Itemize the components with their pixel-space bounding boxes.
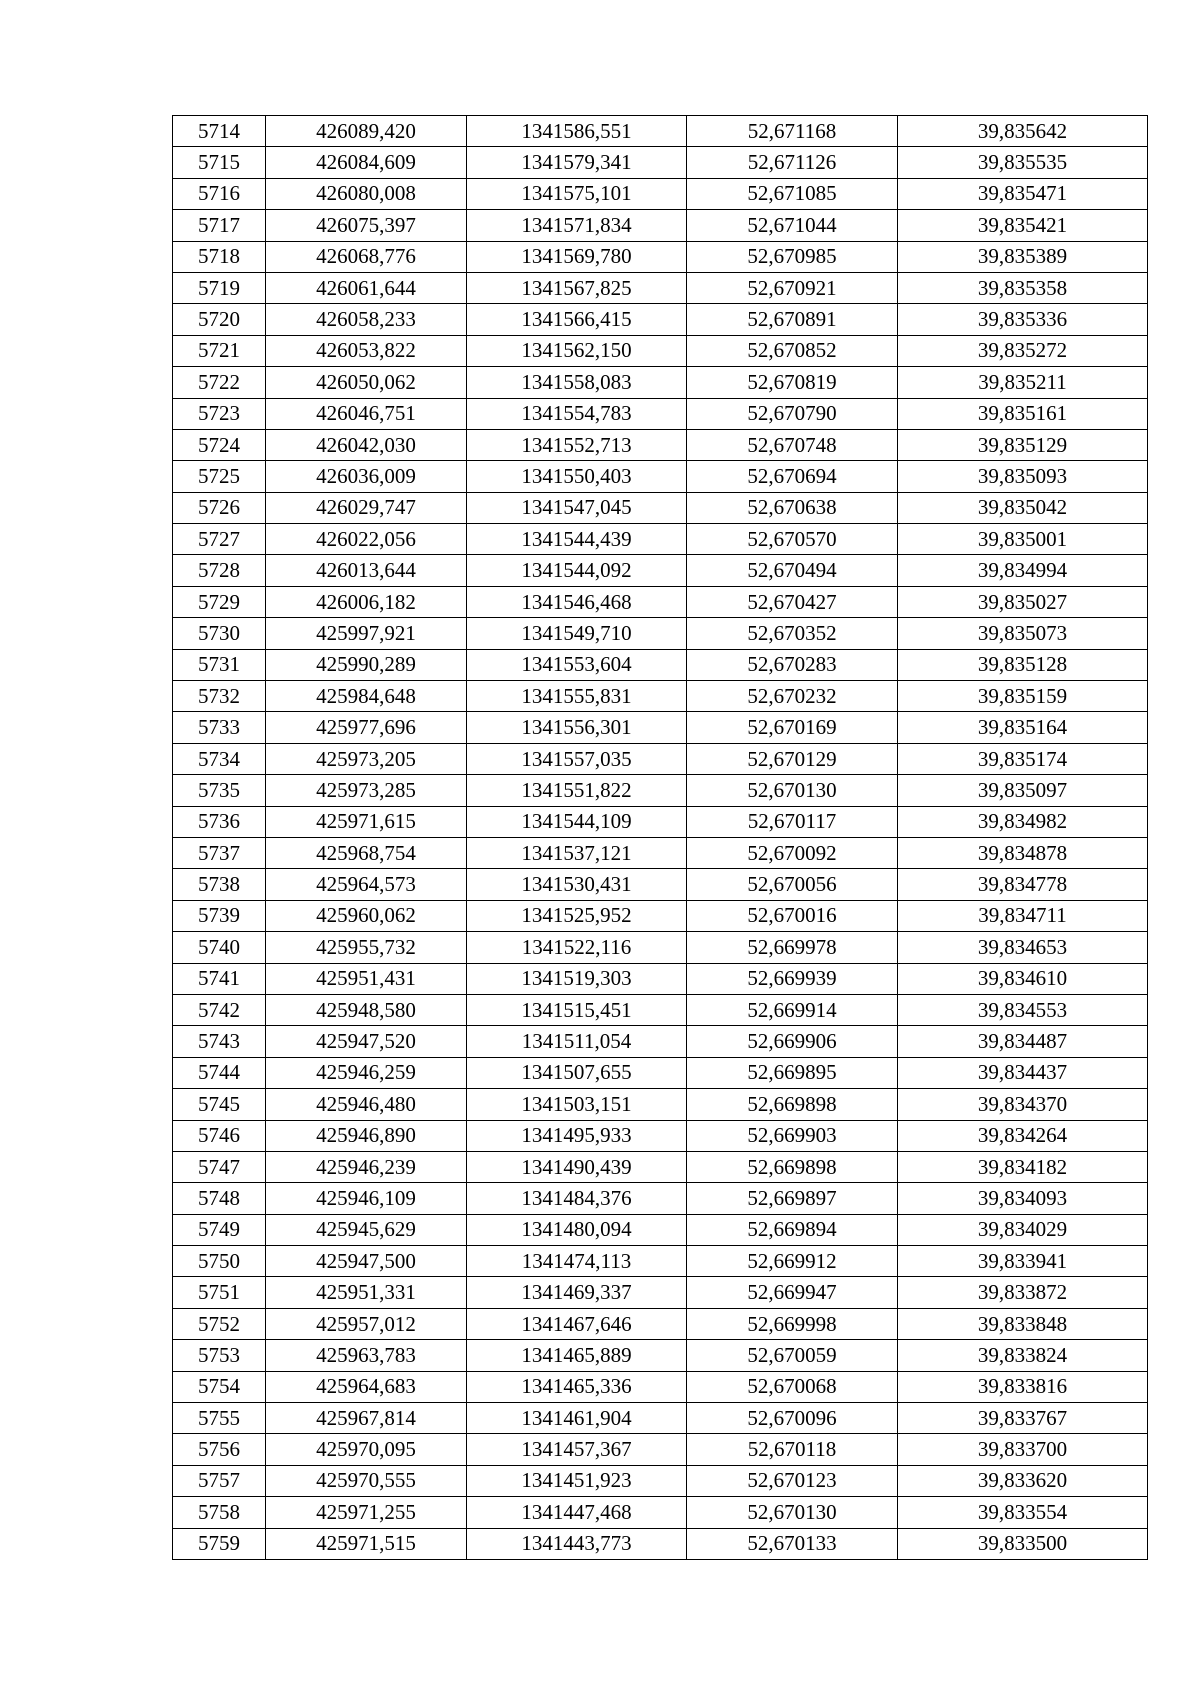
point-number-cell: 5742: [173, 994, 266, 1025]
latitude-cell: 52,670016: [687, 900, 898, 931]
x-coordinate-cell: 426042,030: [266, 429, 467, 460]
latitude-cell: 52,670133: [687, 1528, 898, 1559]
y-coordinate-cell: 1341549,710: [467, 618, 687, 649]
coordinate-table-body: [173, 116, 1148, 1560]
table-row: [173, 837, 1148, 868]
y-coordinate-cell: 1341467,646: [467, 1308, 687, 1339]
table-row: [173, 1465, 1148, 1496]
y-coordinate-cell: 1341546,468: [467, 586, 687, 617]
longitude-cell: 39,833700: [898, 1434, 1148, 1465]
longitude-cell: 39,833872: [898, 1277, 1148, 1308]
point-number-cell: 5743: [173, 1026, 266, 1057]
table-row: [173, 178, 1148, 209]
point-number-cell: 5727: [173, 524, 266, 555]
point-number-cell: 5714: [173, 116, 266, 147]
y-coordinate-cell: 1341474,113: [467, 1246, 687, 1277]
x-coordinate-cell: 426075,397: [266, 210, 467, 241]
table-row: [173, 1340, 1148, 1371]
point-number-cell: 5718: [173, 241, 266, 272]
latitude-cell: 52,670092: [687, 837, 898, 868]
x-coordinate-cell: 426046,751: [266, 398, 467, 429]
y-coordinate-cell: 1341586,551: [467, 116, 687, 147]
latitude-cell: 52,670118: [687, 1434, 898, 1465]
y-coordinate-cell: 1341465,336: [467, 1371, 687, 1402]
latitude-cell: 52,670352: [687, 618, 898, 649]
x-coordinate-cell: 425948,580: [266, 994, 467, 1025]
x-coordinate-cell: 425997,921: [266, 618, 467, 649]
coordinate-table: [172, 115, 1148, 1560]
longitude-cell: 39,835042: [898, 492, 1148, 523]
y-coordinate-cell: 1341566,415: [467, 304, 687, 335]
x-coordinate-cell: 425960,062: [266, 900, 467, 931]
longitude-cell: 39,835161: [898, 398, 1148, 429]
table-row: [173, 147, 1148, 178]
longitude-cell: 39,835001: [898, 524, 1148, 555]
x-coordinate-cell: 425946,109: [266, 1183, 467, 1214]
longitude-cell: 39,835272: [898, 335, 1148, 366]
longitude-cell: 39,834553: [898, 994, 1148, 1025]
y-coordinate-cell: 1341465,889: [467, 1340, 687, 1371]
latitude-cell: 52,670819: [687, 367, 898, 398]
x-coordinate-cell: 426068,776: [266, 241, 467, 272]
point-number-cell: 5734: [173, 743, 266, 774]
table-row: [173, 869, 1148, 900]
point-number-cell: 5738: [173, 869, 266, 900]
y-coordinate-cell: 1341571,834: [467, 210, 687, 241]
point-number-cell: 5756: [173, 1434, 266, 1465]
y-coordinate-cell: 1341480,094: [467, 1214, 687, 1245]
table-row: [173, 1371, 1148, 1402]
table-row: [173, 681, 1148, 712]
latitude-cell: 52,670985: [687, 241, 898, 272]
x-coordinate-cell: 425984,648: [266, 681, 467, 712]
point-number-cell: 5749: [173, 1214, 266, 1245]
latitude-cell: 52,669898: [687, 1151, 898, 1182]
table-row: [173, 743, 1148, 774]
table-row: [173, 1246, 1148, 1277]
latitude-cell: 52,671044: [687, 210, 898, 241]
longitude-cell: 39,834370: [898, 1089, 1148, 1120]
y-coordinate-cell: 1341511,054: [467, 1026, 687, 1057]
latitude-cell: 52,669894: [687, 1214, 898, 1245]
latitude-cell: 52,670494: [687, 555, 898, 586]
x-coordinate-cell: 425963,783: [266, 1340, 467, 1371]
longitude-cell: 39,835535: [898, 147, 1148, 178]
longitude-cell: 39,835174: [898, 743, 1148, 774]
longitude-cell: 39,835027: [898, 586, 1148, 617]
table-row: [173, 272, 1148, 303]
longitude-cell: 39,834182: [898, 1151, 1148, 1182]
x-coordinate-cell: 426058,233: [266, 304, 467, 335]
y-coordinate-cell: 1341553,604: [467, 649, 687, 680]
point-number-cell: 5730: [173, 618, 266, 649]
longitude-cell: 39,835389: [898, 241, 1148, 272]
x-coordinate-cell: 426029,747: [266, 492, 467, 523]
latitude-cell: 52,670283: [687, 649, 898, 680]
longitude-cell: 39,834994: [898, 555, 1148, 586]
table-row: [173, 900, 1148, 931]
table-row: [173, 1277, 1148, 1308]
latitude-cell: 52,670790: [687, 398, 898, 429]
point-number-cell: 5729: [173, 586, 266, 617]
y-coordinate-cell: 1341558,083: [467, 367, 687, 398]
table-row: [173, 994, 1148, 1025]
y-coordinate-cell: 1341569,780: [467, 241, 687, 272]
longitude-cell: 39,834437: [898, 1057, 1148, 1088]
point-number-cell: 5747: [173, 1151, 266, 1182]
y-coordinate-cell: 1341567,825: [467, 272, 687, 303]
y-coordinate-cell: 1341547,045: [467, 492, 687, 523]
point-number-cell: 5758: [173, 1497, 266, 1528]
y-coordinate-cell: 1341544,109: [467, 806, 687, 837]
latitude-cell: 52,670117: [687, 806, 898, 837]
table-row: [173, 367, 1148, 398]
latitude-cell: 52,670130: [687, 775, 898, 806]
point-number-cell: 5741: [173, 963, 266, 994]
longitude-cell: 39,833554: [898, 1497, 1148, 1528]
longitude-cell: 39,834778: [898, 869, 1148, 900]
y-coordinate-cell: 1341554,783: [467, 398, 687, 429]
table-row: [173, 1308, 1148, 1339]
x-coordinate-cell: 425964,573: [266, 869, 467, 900]
x-coordinate-cell: 425973,285: [266, 775, 467, 806]
point-number-cell: 5720: [173, 304, 266, 335]
longitude-cell: 39,834711: [898, 900, 1148, 931]
latitude-cell: 52,670068: [687, 1371, 898, 1402]
point-number-cell: 5725: [173, 461, 266, 492]
latitude-cell: 52,669947: [687, 1277, 898, 1308]
point-number-cell: 5750: [173, 1246, 266, 1277]
latitude-cell: 52,670059: [687, 1340, 898, 1371]
y-coordinate-cell: 1341522,116: [467, 932, 687, 963]
table-row: [173, 335, 1148, 366]
point-number-cell: 5752: [173, 1308, 266, 1339]
x-coordinate-cell: 425973,205: [266, 743, 467, 774]
point-number-cell: 5754: [173, 1371, 266, 1402]
longitude-cell: 39,833620: [898, 1465, 1148, 1496]
longitude-cell: 39,833824: [898, 1340, 1148, 1371]
longitude-cell: 39,834653: [898, 932, 1148, 963]
longitude-cell: 39,835159: [898, 681, 1148, 712]
x-coordinate-cell: 425946,890: [266, 1120, 467, 1151]
longitude-cell: 39,835129: [898, 429, 1148, 460]
latitude-cell: 52,670852: [687, 335, 898, 366]
table-row: [173, 1151, 1148, 1182]
table-row: [173, 461, 1148, 492]
point-number-cell: 5726: [173, 492, 266, 523]
x-coordinate-cell: 426089,420: [266, 116, 467, 147]
longitude-cell: 39,835336: [898, 304, 1148, 335]
longitude-cell: 39,833941: [898, 1246, 1148, 1277]
y-coordinate-cell: 1341556,301: [467, 712, 687, 743]
table-row: [173, 492, 1148, 523]
y-coordinate-cell: 1341515,451: [467, 994, 687, 1025]
latitude-cell: 52,670427: [687, 586, 898, 617]
point-number-cell: 5744: [173, 1057, 266, 1088]
latitude-cell: 52,671085: [687, 178, 898, 209]
latitude-cell: 52,670096: [687, 1403, 898, 1434]
table-row: [173, 806, 1148, 837]
point-number-cell: 5721: [173, 335, 266, 366]
x-coordinate-cell: 425946,239: [266, 1151, 467, 1182]
longitude-cell: 39,835211: [898, 367, 1148, 398]
longitude-cell: 39,834610: [898, 963, 1148, 994]
latitude-cell: 52,669998: [687, 1308, 898, 1339]
y-coordinate-cell: 1341507,655: [467, 1057, 687, 1088]
longitude-cell: 39,835097: [898, 775, 1148, 806]
table-row: [173, 398, 1148, 429]
point-number-cell: 5728: [173, 555, 266, 586]
y-coordinate-cell: 1341484,376: [467, 1183, 687, 1214]
point-number-cell: 5715: [173, 147, 266, 178]
y-coordinate-cell: 1341557,035: [467, 743, 687, 774]
table-row: [173, 1057, 1148, 1088]
point-number-cell: 5717: [173, 210, 266, 241]
x-coordinate-cell: 425968,754: [266, 837, 467, 868]
latitude-cell: 52,669906: [687, 1026, 898, 1057]
latitude-cell: 52,670130: [687, 1497, 898, 1528]
table-row: [173, 932, 1148, 963]
longitude-cell: 39,833500: [898, 1528, 1148, 1559]
table-row: [173, 1497, 1148, 1528]
longitude-cell: 39,835642: [898, 116, 1148, 147]
x-coordinate-cell: 425970,555: [266, 1465, 467, 1496]
point-number-cell: 5755: [173, 1403, 266, 1434]
x-coordinate-cell: 425951,431: [266, 963, 467, 994]
longitude-cell: 39,833767: [898, 1403, 1148, 1434]
x-coordinate-cell: 426050,062: [266, 367, 467, 398]
longitude-cell: 39,835164: [898, 712, 1148, 743]
point-number-cell: 5732: [173, 681, 266, 712]
x-coordinate-cell: 425990,289: [266, 649, 467, 680]
x-coordinate-cell: 426080,008: [266, 178, 467, 209]
table-row: [173, 524, 1148, 555]
y-coordinate-cell: 1341443,773: [467, 1528, 687, 1559]
latitude-cell: 52,670748: [687, 429, 898, 460]
x-coordinate-cell: 425971,515: [266, 1528, 467, 1559]
x-coordinate-cell: 426022,056: [266, 524, 467, 555]
longitude-cell: 39,834264: [898, 1120, 1148, 1151]
x-coordinate-cell: 425947,520: [266, 1026, 467, 1057]
latitude-cell: 52,670232: [687, 681, 898, 712]
longitude-cell: 39,835421: [898, 210, 1148, 241]
y-coordinate-cell: 1341503,151: [467, 1089, 687, 1120]
y-coordinate-cell: 1341544,092: [467, 555, 687, 586]
point-number-cell: 5759: [173, 1528, 266, 1559]
point-number-cell: 5723: [173, 398, 266, 429]
y-coordinate-cell: 1341562,150: [467, 335, 687, 366]
point-number-cell: 5735: [173, 775, 266, 806]
y-coordinate-cell: 1341451,923: [467, 1465, 687, 1496]
point-number-cell: 5745: [173, 1089, 266, 1120]
x-coordinate-cell: 425955,732: [266, 932, 467, 963]
longitude-cell: 39,834487: [898, 1026, 1148, 1057]
table-row: [173, 1434, 1148, 1465]
point-number-cell: 5733: [173, 712, 266, 743]
latitude-cell: 52,670123: [687, 1465, 898, 1496]
x-coordinate-cell: 426053,822: [266, 335, 467, 366]
y-coordinate-cell: 1341555,831: [467, 681, 687, 712]
x-coordinate-cell: 425946,480: [266, 1089, 467, 1120]
y-coordinate-cell: 1341447,468: [467, 1497, 687, 1528]
point-number-cell: 5736: [173, 806, 266, 837]
y-coordinate-cell: 1341519,303: [467, 963, 687, 994]
latitude-cell: 52,671168: [687, 116, 898, 147]
point-number-cell: 5719: [173, 272, 266, 303]
latitude-cell: 52,669895: [687, 1057, 898, 1088]
x-coordinate-cell: 425946,259: [266, 1057, 467, 1088]
x-coordinate-cell: 425947,500: [266, 1246, 467, 1277]
x-coordinate-cell: 425971,255: [266, 1497, 467, 1528]
y-coordinate-cell: 1341469,337: [467, 1277, 687, 1308]
y-coordinate-cell: 1341552,713: [467, 429, 687, 460]
x-coordinate-cell: 426084,609: [266, 147, 467, 178]
table-row: [173, 1403, 1148, 1434]
x-coordinate-cell: 426013,644: [266, 555, 467, 586]
table-row: [173, 775, 1148, 806]
y-coordinate-cell: 1341579,341: [467, 147, 687, 178]
latitude-cell: 52,670169: [687, 712, 898, 743]
latitude-cell: 52,669978: [687, 932, 898, 963]
table-row: [173, 1089, 1148, 1120]
point-number-cell: 5757: [173, 1465, 266, 1496]
table-row: [173, 618, 1148, 649]
point-number-cell: 5746: [173, 1120, 266, 1151]
y-coordinate-cell: 1341495,933: [467, 1120, 687, 1151]
y-coordinate-cell: 1341537,121: [467, 837, 687, 868]
y-coordinate-cell: 1341457,367: [467, 1434, 687, 1465]
longitude-cell: 39,833816: [898, 1371, 1148, 1402]
latitude-cell: 52,670694: [687, 461, 898, 492]
longitude-cell: 39,835073: [898, 618, 1148, 649]
table-row: [173, 429, 1148, 460]
table-row: [173, 210, 1148, 241]
latitude-cell: 52,670921: [687, 272, 898, 303]
x-coordinate-cell: 425971,615: [266, 806, 467, 837]
latitude-cell: 52,669912: [687, 1246, 898, 1277]
point-number-cell: 5716: [173, 178, 266, 209]
longitude-cell: 39,834093: [898, 1183, 1148, 1214]
latitude-cell: 52,670056: [687, 869, 898, 900]
table-row: [173, 963, 1148, 994]
point-number-cell: 5724: [173, 429, 266, 460]
x-coordinate-cell: 425964,683: [266, 1371, 467, 1402]
table-row: [173, 241, 1148, 272]
x-coordinate-cell: 426061,644: [266, 272, 467, 303]
x-coordinate-cell: 425945,629: [266, 1214, 467, 1245]
point-number-cell: 5740: [173, 932, 266, 963]
point-number-cell: 5753: [173, 1340, 266, 1371]
y-coordinate-cell: 1341530,431: [467, 869, 687, 900]
y-coordinate-cell: 1341575,101: [467, 178, 687, 209]
table-row: [173, 1120, 1148, 1151]
point-number-cell: 5737: [173, 837, 266, 868]
table-row: [173, 712, 1148, 743]
table-row: [173, 1183, 1148, 1214]
x-coordinate-cell: 425977,696: [266, 712, 467, 743]
table-row: [173, 1026, 1148, 1057]
latitude-cell: 52,670129: [687, 743, 898, 774]
point-number-cell: 5751: [173, 1277, 266, 1308]
point-number-cell: 5731: [173, 649, 266, 680]
x-coordinate-cell: 425970,095: [266, 1434, 467, 1465]
y-coordinate-cell: 1341544,439: [467, 524, 687, 555]
latitude-cell: 52,670891: [687, 304, 898, 335]
y-coordinate-cell: 1341551,822: [467, 775, 687, 806]
x-coordinate-cell: 426036,009: [266, 461, 467, 492]
longitude-cell: 39,833848: [898, 1308, 1148, 1339]
y-coordinate-cell: 1341550,403: [467, 461, 687, 492]
x-coordinate-cell: 425951,331: [266, 1277, 467, 1308]
table-row: [173, 116, 1148, 147]
latitude-cell: 52,669939: [687, 963, 898, 994]
latitude-cell: 52,669898: [687, 1089, 898, 1120]
latitude-cell: 52,669897: [687, 1183, 898, 1214]
point-number-cell: 5739: [173, 900, 266, 931]
table-row: [173, 649, 1148, 680]
table-row: [173, 1528, 1148, 1559]
point-number-cell: 5722: [173, 367, 266, 398]
table-row: [173, 304, 1148, 335]
longitude-cell: 39,835128: [898, 649, 1148, 680]
x-coordinate-cell: 426006,182: [266, 586, 467, 617]
point-number-cell: 5748: [173, 1183, 266, 1214]
longitude-cell: 39,835358: [898, 272, 1148, 303]
y-coordinate-cell: 1341525,952: [467, 900, 687, 931]
table-row: [173, 586, 1148, 617]
latitude-cell: 52,670638: [687, 492, 898, 523]
longitude-cell: 39,834878: [898, 837, 1148, 868]
latitude-cell: 52,671126: [687, 147, 898, 178]
longitude-cell: 39,834982: [898, 806, 1148, 837]
table-row: [173, 555, 1148, 586]
y-coordinate-cell: 1341490,439: [467, 1151, 687, 1182]
table-row: [173, 1214, 1148, 1245]
longitude-cell: 39,835471: [898, 178, 1148, 209]
x-coordinate-cell: 425967,814: [266, 1403, 467, 1434]
longitude-cell: 39,835093: [898, 461, 1148, 492]
latitude-cell: 52,669914: [687, 994, 898, 1025]
y-coordinate-cell: 1341461,904: [467, 1403, 687, 1434]
x-coordinate-cell: 425957,012: [266, 1308, 467, 1339]
latitude-cell: 52,669903: [687, 1120, 898, 1151]
longitude-cell: 39,834029: [898, 1214, 1148, 1245]
latitude-cell: 52,670570: [687, 524, 898, 555]
